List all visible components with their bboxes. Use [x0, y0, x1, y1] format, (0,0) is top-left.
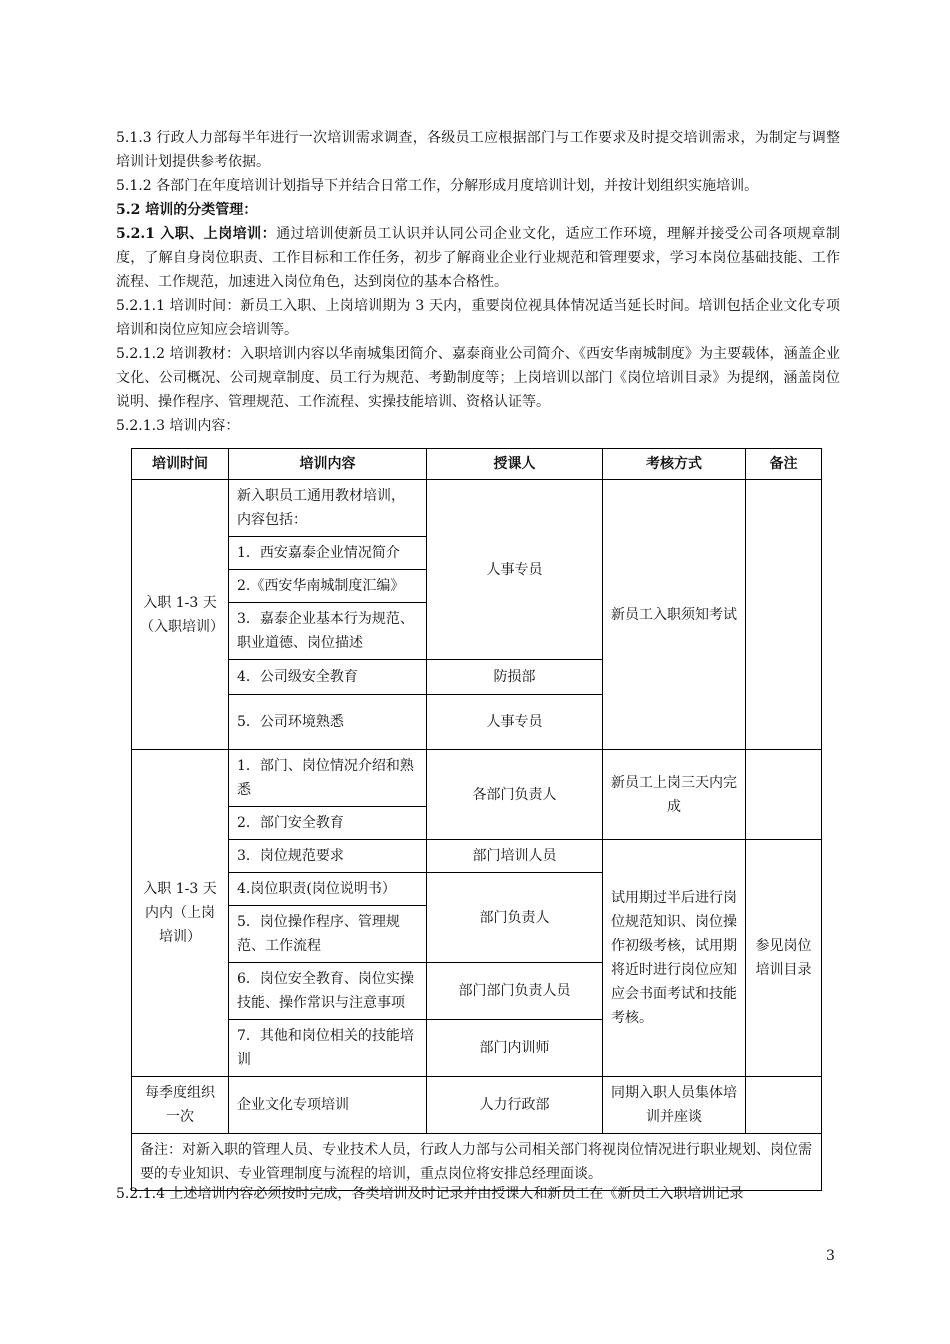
paragraph-5-2-1-1: 5.2.1.1 培训时间：新员工入职、上岗培训期为 3 天内，重要岗位视具体情况适当延长时间。培训包括企业文化专项培训和岗位应知应会培训等。	[116, 298, 840, 338]
table-row	[132, 480, 822, 537]
g1-content-2: 2.《西安华南城制度汇编》	[229, 570, 427, 603]
g1-content-4: 4．公司级安全教育	[229, 660, 427, 695]
g1-teacher-2: 防损部	[427, 660, 603, 695]
g2-content-3: 3．岗位规范要求	[229, 840, 427, 873]
g1-time: 入职 1-3 天（入职培训）	[132, 480, 229, 750]
g3-teacher: 人力行政部	[427, 1077, 603, 1134]
g2-content-1: 1．部门、岗位情况介绍和熟悉	[229, 750, 427, 807]
paragraph-5-2-1-4: 5.2.1.4 上述培训内容必须按时完成，各类培训及时记录并由授课人和新员工在《新员工入职培训记录	[116, 1186, 744, 1202]
table-row	[132, 840, 822, 873]
g1-content-intro: 新入职员工通用教材培训，内容包括：	[229, 480, 427, 537]
g1-notes	[746, 480, 822, 750]
g2-content-6: 6．岗位安全教育、岗位实操技能、操作常识与注意事项	[229, 963, 427, 1020]
g2-content-4: 4.岗位职责(岗位说明书）	[229, 873, 427, 906]
g3-notes	[746, 1077, 822, 1134]
g1-content-5: 5．公司环境熟悉	[229, 695, 427, 750]
g1-teacher-1: 人事专员	[427, 480, 603, 660]
g2-content-7: 7．其他和岗位相关的技能培训	[229, 1020, 427, 1077]
g1-content-1: 1．西安嘉泰企业情况简介	[229, 537, 427, 570]
table-row	[132, 1077, 822, 1134]
table-row	[132, 750, 822, 807]
g2-content-2: 2．部门安全教育	[229, 807, 427, 840]
g2-content-5: 5．岗位操作程序、管理规范、工作流程	[229, 906, 427, 963]
g1-content-3: 3．嘉泰企业基本行为规范、职业道德、岗位描述	[229, 603, 427, 660]
header-assessment: 考核方式	[603, 449, 746, 480]
table-remark: 备注：对新入职的管理人员、专业技术人员，行政人力部与公司相关部门将视岗位情况进行职业规划、岗位需要的专业知识、专业管理制度与流程的培训，重点岗位将安排总经理面谈。	[132, 1134, 822, 1191]
g1-assessment: 新员工入职须知考试	[603, 480, 746, 750]
g1-teacher-3: 人事专员	[427, 695, 603, 750]
g2-teacher-1: 各部门负责人	[427, 750, 603, 840]
g2-time: 入职 1-3 天内内（上岗培训）	[132, 750, 229, 1077]
g3-assessment: 同期入职人员集体培训并座谈	[603, 1077, 746, 1134]
header-notes: 备注	[746, 449, 822, 480]
g2-assessment-1: 新员工上岗三天内完成	[603, 750, 746, 840]
g2-teacher-4: 部门部门负责人员	[427, 963, 603, 1020]
g2-teacher-2: 部门培训人员	[427, 840, 603, 873]
g2-assessment-2: 试用期过半后进行岗位规范知识、岗位操作初级考核，试用期将近时进行岗位应知应会书面考试和技能考核。	[603, 840, 746, 1077]
paragraph-5-2-1-title: 5.2.1 入职、上岗培训：	[116, 226, 277, 242]
paragraph-5-2-1-3: 5.2.1.3 培训内容：	[116, 418, 240, 434]
table-header-row	[132, 449, 822, 480]
paragraph-5-1-2: 5.1.2 各部门在年度培训计划指导下并结合日常工作，分解形成月度培训计划，并按计划组织实施培训。	[116, 178, 759, 194]
header-time: 培训时间	[132, 449, 229, 480]
heading-5-2: 5.2 培训的分类管理：	[116, 202, 258, 218]
g3-content: 企业文化专项培训	[229, 1077, 427, 1134]
g3-time: 每季度组织一次	[132, 1077, 229, 1134]
paragraph-5-1-3: 5.1.3 行政人力部每半年进行一次培训需求调查，各级员工应根据部门与工作要求及时提交培训需求，为制定与调整培训计划提供参考依据。	[116, 130, 840, 170]
header-content: 培训内容	[229, 449, 427, 480]
training-content-table	[131, 448, 822, 1191]
g2-notes: 参见岗位培训目录	[746, 840, 822, 1077]
paragraph-5-2-1	[116, 222, 840, 294]
g2-teacher-3: 部门负责人	[427, 873, 603, 963]
paragraph-5-2-1-2: 5.2.1.2 培训教材：入职培训内容以华南城集团简介、嘉泰商业公司简介、《西安华南城制度》为主要载体，涵盖企业文化、公司概况、公司规章制度、员工行为规范、考勤制度等；上岗培训以部门《岗位培训目录》为提纲，涵盖岗位说明、操作程序、管理规范、工作流程、实操技能培训、资格认证等。	[116, 346, 840, 410]
g2-teacher-5: 部门内训师	[427, 1020, 603, 1077]
header-teacher: 授课人	[427, 449, 603, 480]
paragraph-5-2-1-body: 通过培训使新员工认识并认同公司企业文化，适应工作环境，理解并接受公司各项规章制度，了解自身岗位职责、工作目标和工作任务，初步了解商业企业行业规范和管理要求，学习本岗位基础技能、工作流程、工作规范，加速进入岗位角色，达到岗位的基本合格性。	[116, 226, 840, 290]
page-number: 3	[826, 1248, 835, 1264]
g2-notes-empty	[746, 750, 822, 840]
